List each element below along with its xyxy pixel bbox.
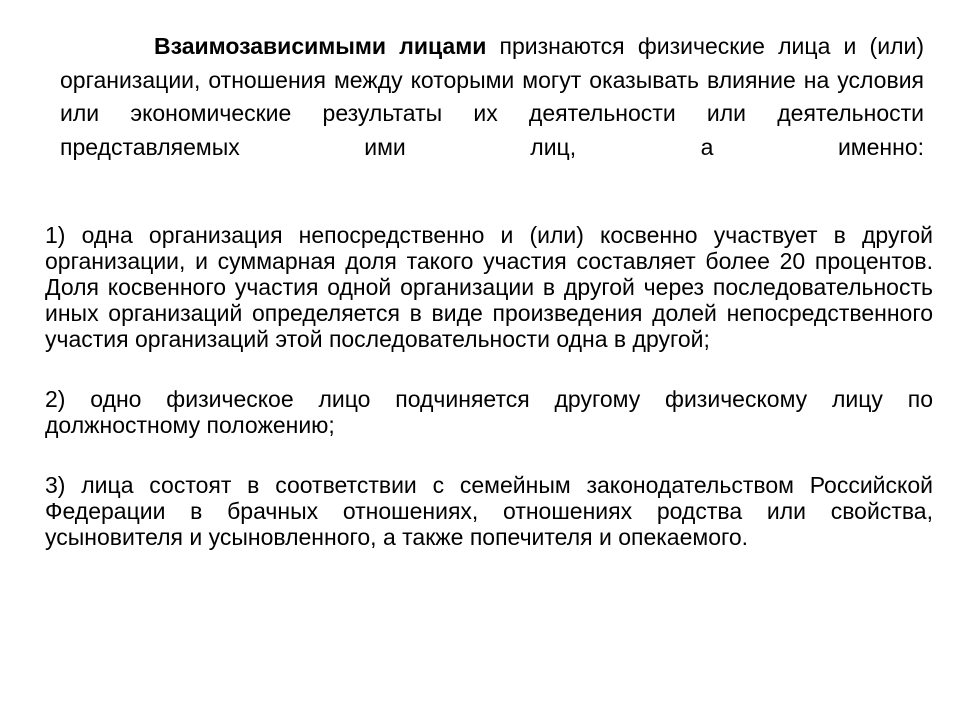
defined-term: Взаимозависимыми лицами [154,33,487,59]
intro-paragraph [60,30,924,164]
criteria-list [45,222,933,550]
list-item: 3) лица состоят в соответствии с семейным законодательством Российской Федерации в брачных отношениях, отношениях родства или свойства, усыновителя и усыновленного, а также попечителя и опекаемого. [45,472,933,550]
intro-text: признаются физические лица и (или) организации, отношения между которыми могут оказывать влияние на условия или экономические результаты их деятельности или деятельности представляемых ими лиц, а именно: [60,33,924,160]
list-item: 2) одно физическое лицо подчиняется другому физическому лицу по должностному положению; [45,386,933,438]
list-item: 1) одна организация непосредственно и (или) косвенно участвует в другой организации, и суммарная доля такого участия составляет более 20 процентов. Доля косвенного участия одной организации в другой через последовательность иных организаций определяется в виде произведения долей непосредственного участия организаций этой последовательности одна в другой; [45,222,933,352]
